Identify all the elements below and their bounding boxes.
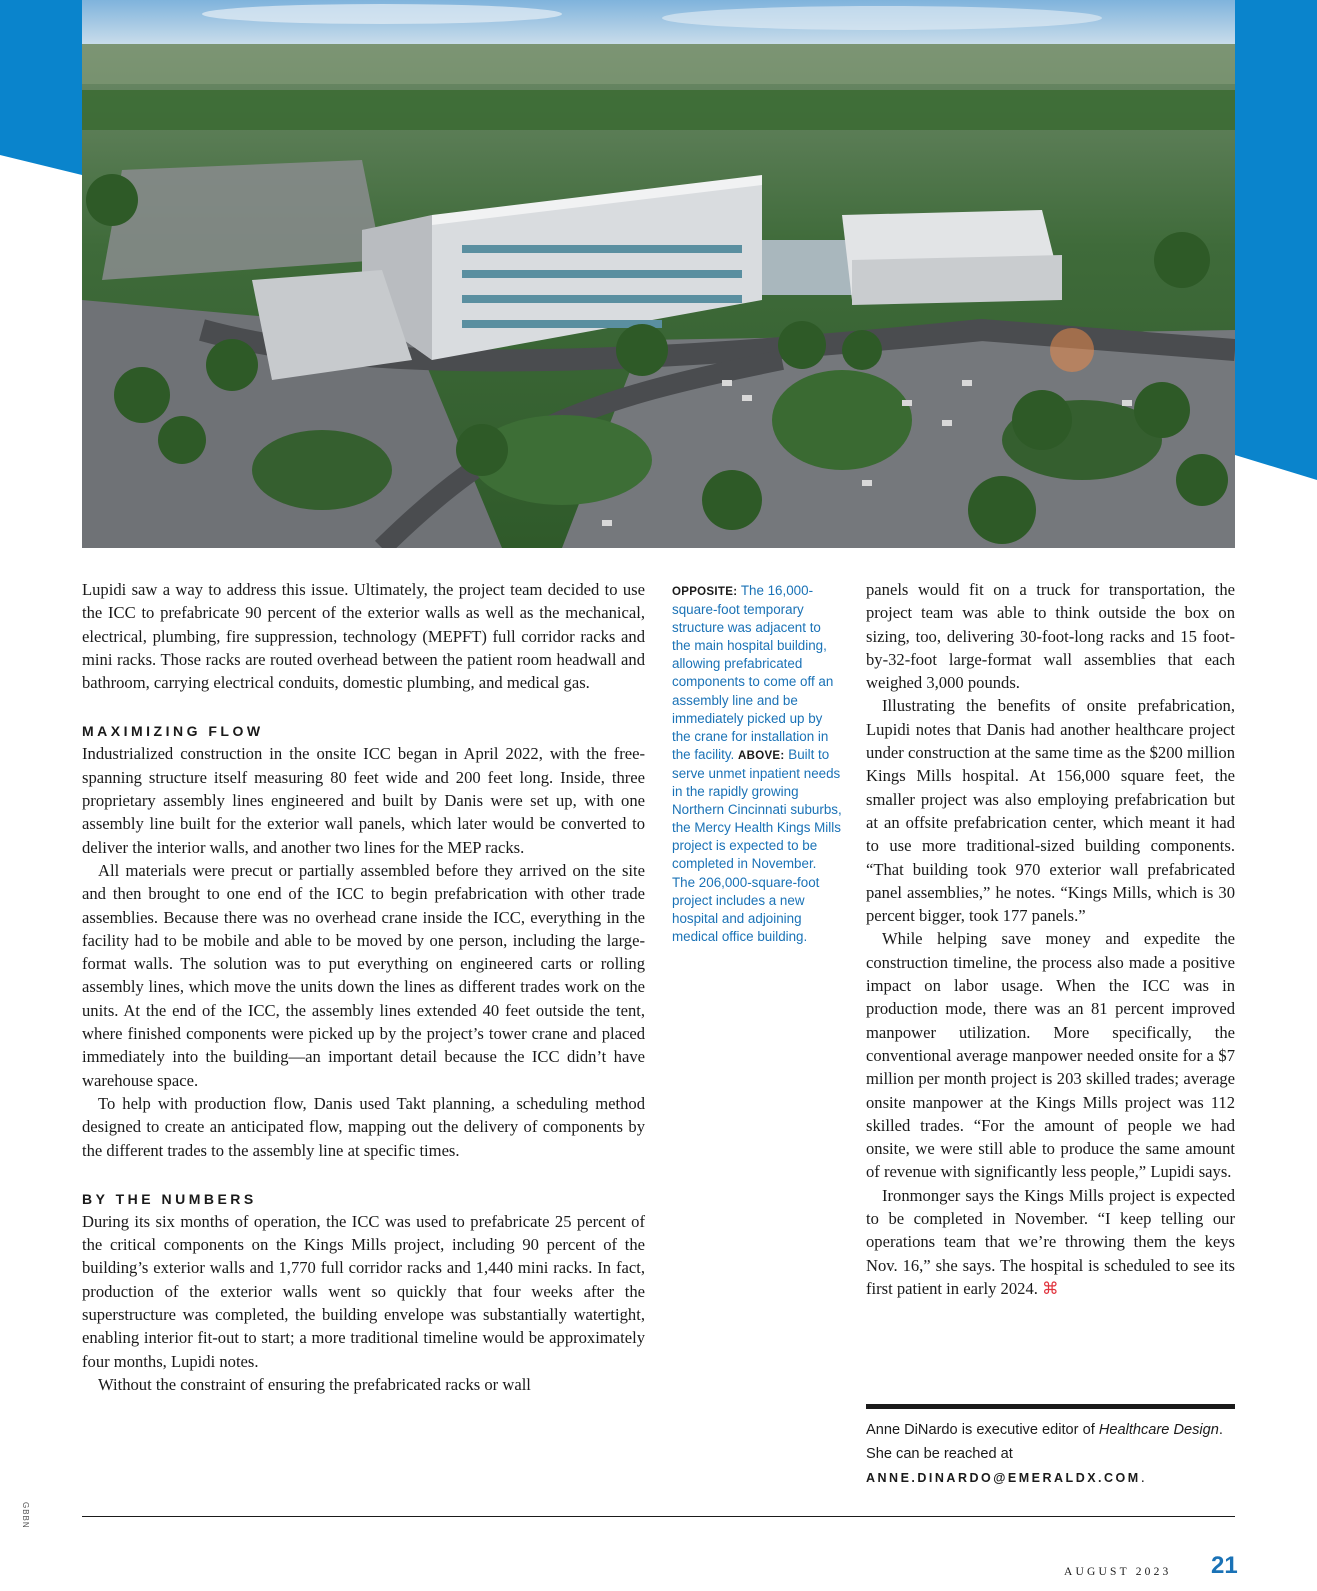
end-mark-icon: ⌘: [1042, 1278, 1059, 1298]
caption-lead-opposite: OPPOSITE:: [672, 586, 738, 598]
blue-corner-shape-right: [1235, 0, 1317, 480]
paragraph: Lupidi saw a way to address this issue. Ultimately, the project team decided to use the ICC to prefabricate 90 percent of the exterior walls as well as the mechanical, electrical, plumbing, fire suppression, technology (MEPFT) full corridor racks and mini racks. Those racks are routed overhead between the patient room headwall and bathroom, carrying electrical conduits, domestic plumbing, and medical gas.: [82, 580, 645, 693]
page-number: 21: [1211, 1552, 1238, 1579]
paragraph: [866, 1184, 1235, 1300]
photo-credit: GBBN: [21, 1502, 30, 1529]
issue-date: AUGUST 2023: [1064, 1566, 1172, 1578]
blue-corner-shape-left: [0, 0, 82, 175]
author-email-link[interactable]: ANNE.DINARDO@EMERALDX.COM: [866, 1471, 1141, 1485]
article-left-column: [82, 578, 645, 1396]
paragraph-text: Ironmonger says the Kings Mills project is expected to be completed in November. “I keep telling our operations team that we’re throwing them the keys Nov. 16,” she says. The hospital is scheduled to see its first patient in early 2024.: [866, 1185, 1235, 1298]
author-bio: [866, 1418, 1235, 1490]
bio-text: .: [1140, 1470, 1145, 1486]
caption-lead-above: ABOVE:: [738, 749, 785, 762]
caption-text-above: Built to serve unmet inpatient needs in the rapidly growing Northern Cincinnati suburbs, the Mercy Health Kings Mills project is expected to be completed in November. The 206,000-square-foot project includes a new hospital and adjoining medical office building.: [672, 746, 842, 944]
subhead-by-the-numbers: BY THE NUMBERS: [82, 1190, 257, 1207]
paragraph: Without the constraint of ensuring the prefabricated racks or wall: [98, 1374, 531, 1394]
caption-text-opposite: The 16,000-square-foot temporary structure was adjacent to the main hospital building, allowing prefabricated components to come off an assembly line and be immediately picked up by the crane for installation in the facility.: [672, 583, 834, 762]
bio-divider: [866, 1404, 1235, 1409]
bio-publication: Healthcare Design: [1098, 1422, 1219, 1438]
paragraph: To help with production flow, Danis used Takt planning, a scheduling method designed to create an anticipated flow, mapping out the delivery of components by the different trades to the assembly line at specific times.: [82, 1093, 645, 1160]
hospital-aerial-rendering: [82, 0, 1235, 548]
bio-text: . She can be reached at: [866, 1422, 1223, 1462]
bio-text: Anne DiNardo is executive editor of: [866, 1422, 1099, 1438]
paragraph: While helping save money and expedite the construction timeline, the process also made a positive impact on labor usage. When the ICC was in production mode, there was an 81 percent improved manpower utilization. More specifically, the conventional average manpower needed onsite for a $7 million per month project is 203 skilled trades; average onsite manpower at the Kings Mills project was 112 skilled trades. “For the amount of people we had onsite, we were still able to produce the same amount of revenue with significantly less people,” Lupidi says.: [866, 929, 1235, 1182]
paragraph: During its six months of operation, the ICC was used to prefabricate 25 percent of the critical components on the Kings Mills project, including 90 percent of the building’s exterior walls and 1,770 full corridor racks and 1,440 mini racks. In fact, production of the exterior walls went so quickly that four weeks after the superstructure was completed, the building envelope was substantially watertight, enabling interior fit-out to start; a more traditional timeline would be approximately four months, Lupidi notes.: [82, 1211, 645, 1371]
paragraph: All materials were precut or partially assembled before they arrived on the site and then brought to one end of the ICC to begin prefabrication with other trade assemblies. Because there was no overhead crane inside the ICC, everything in the facility had to be mobile and able to be moved by one person, including the large-format walls. The solution was to put everything on engineered carts or rolling assembly lines, which move the units down the lines as different trades work on the units. At the end of the ICC, the assembly lines extended 40 feet outside the tent, where finished components were picked up by the project’s tower crane and placed immediately into the building—an important detail because the ICC didn’t have warehouse space.: [82, 860, 645, 1090]
photo-caption: [672, 582, 842, 946]
subhead-maximizing-flow: MAXIMIZING FLOW: [82, 723, 264, 740]
article-right-column: [866, 578, 1235, 1300]
footer-divider: [82, 1516, 1235, 1517]
paragraph: panels would fit on a truck for transportation, the project team was able to think outside the box on sizing, too, delivering 30-foot-long racks and 15 foot-by-32-foot large-format wall assemblies that each weighed 3,000 pounds.: [866, 580, 1235, 693]
paragraph: Industrialized construction in the onsite ICC began in April 2022, with the free-spanning structure itself measuring 80 feet wide and 200 feet long. Inside, three proprietary assembly lines engineered and built by Danis were set up, with one assembly line built for the exterior wall panels, which later would be converted to deliver the interior walls, and another two lines for the MEP racks.: [82, 744, 645, 857]
paragraph: Illustrating the benefits of onsite prefabrication, Lupidi notes that Danis had another healthcare project under construction at the same time as the $200 million Kings Mills hospital. At 156,000 square feet, the smaller project was also employing prefabrication but at an offsite prefabrication center, which meant it had to use more traditional-sized building components. “That building took 970 exterior wall prefabricated panel assemblies,” he notes. “Kings Mills, which is 30 percent bigger, took 177 panels.”: [866, 696, 1235, 926]
